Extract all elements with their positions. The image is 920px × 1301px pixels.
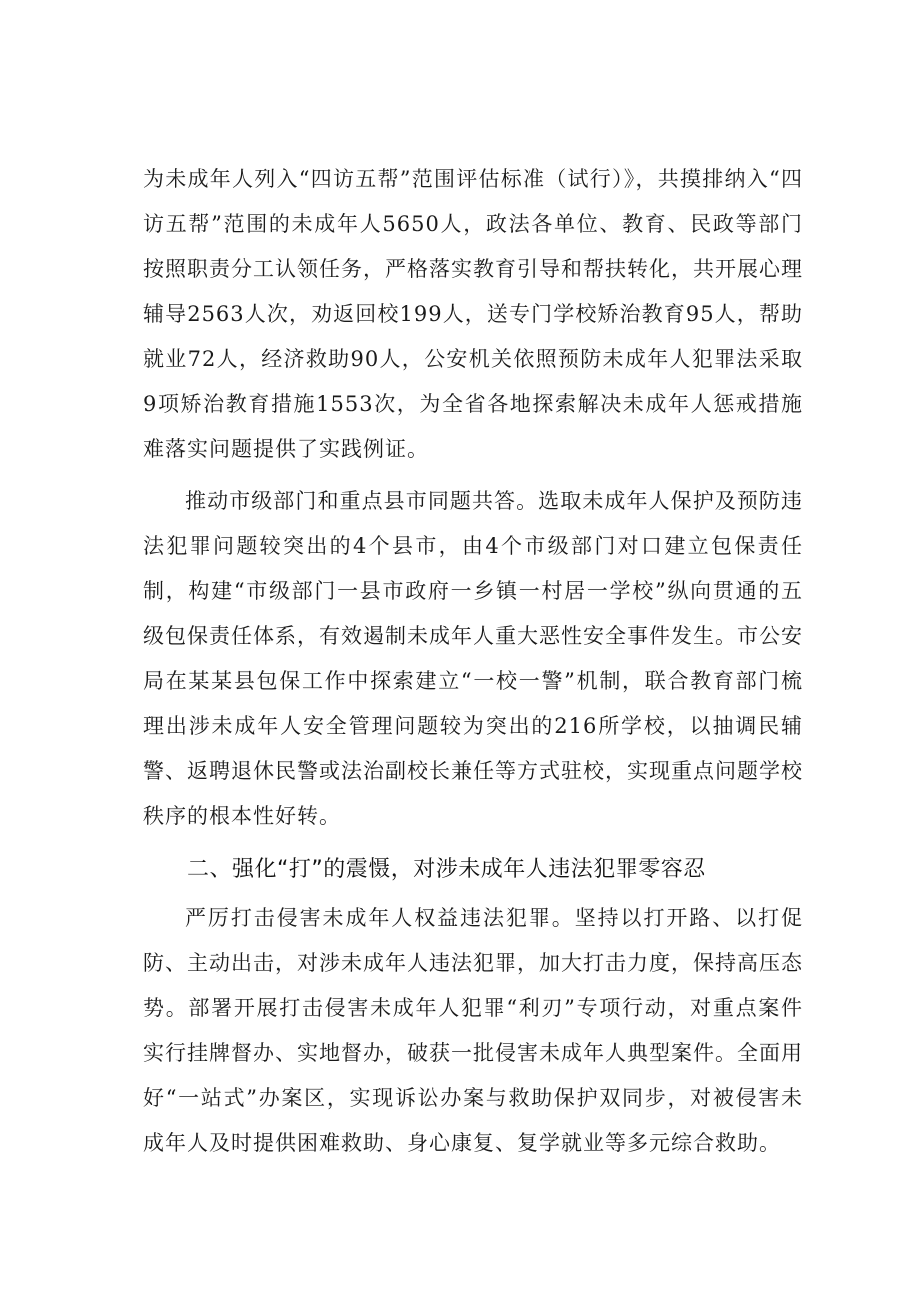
document-body: [143, 157, 803, 1173]
paragraph-crackdown: 严厉打击侵害未成年人权益违法犯罪。坚持以打开路、以打促防、主动出击，对涉未成年人违法犯罪，加大打击力度，保持高压态势。部署开展打击侵害未成年人犯罪“利刃”专项行动，对重点案件实行挂牌督办、实地督办，破获一批侵害未成年人典型案件。全面用好“一站式”办案区，实现诉讼办案与救助保护双同步，对被侵害未成年人及时提供困难救助、身心康复、复学就业等多元综合救助。: [143, 906, 803, 1155]
section-heading-two: 二、强化“打”的震慑，对涉未成年人违法犯罪零容忍: [187, 857, 706, 882]
paragraph-continued: 为未成年人列入“四访五帮”范围评估标准（试行）》，共摸排纳入“四访五帮”范围的未成年人5650人，政法各单位、教育、民政等部门按照职责分工认领任务，严格落实教育引导和帮扶转化，共开展心理辅导2563人次，劝返回校199人，送专门学校矫治教育95人，帮助就业72人，经济救助90人，公安机关依照预防未成年人犯罪法采取9项矫治教育措施1553次，为全省各地探索解决未成年人惩戒措施难落实问题提供了实践例证。: [143, 167, 803, 461]
paragraph-city-county: 推动市级部门和重点县市同题共答。选取未成年人保护及预防违法犯罪问题较突出的4个县市，由4个市级部门对口建立包保责任制，构建“市级部门一县市政府一乡镇一村居一学校”纵向贯通的五级包保责任体系，有效遏制未成年人重大恶性安全事件发生。市公安局在某某县包保工作中探索建立“一校一警”机制，联合教育部门梳理出涉未成年人安全管理问题较为突出的216所学校，以抽调民辅警、返聘退休民警或法治副校长兼任等方式驻校，实现重点问题学校秩序的根本性好转。: [143, 489, 803, 828]
